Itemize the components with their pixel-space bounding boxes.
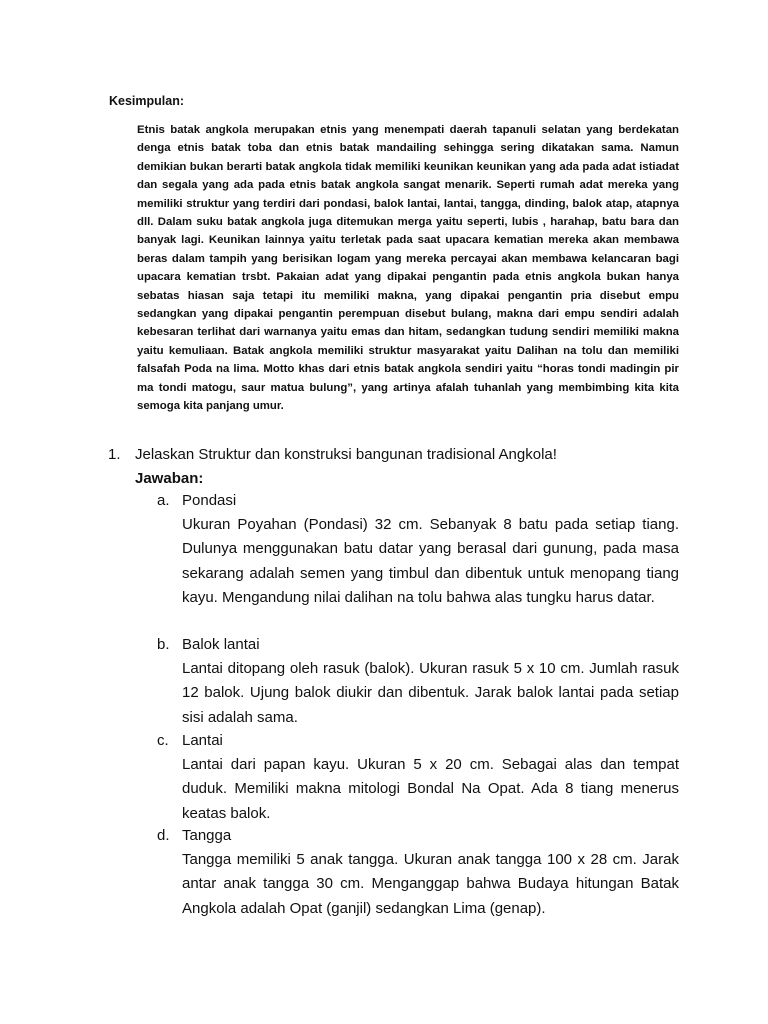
answer-label: Jawaban: xyxy=(135,470,204,487)
item-description: Ukuran Poyahan (Pondasi) 32 cm. Sebanyak 8 batu pada setiap tiang. Dulunya menggunakan batu datar yang berasal dari gunung, pada masa sekarang adalah semen yang timbul dan dibentuk untuk menopang tiang kayu. Mengandung nilai dalihan na tolu bahwa alas tungku harus datar. xyxy=(182,516,679,606)
item-letter: b. xyxy=(157,636,170,653)
item-title: Balok lantai xyxy=(182,636,260,653)
question-number: 1. xyxy=(108,446,121,463)
item-letter: a. xyxy=(157,492,170,509)
section-heading: Kesimpulan: xyxy=(109,94,185,108)
conclusion-paragraph: Etnis batak angkola merupakan etnis yang menempati daerah tapanuli selatan yang berdekatan denga etnis batak toba dan etnis batak mandailing sehingga sering dikatakan sama. Namun demikian bukan berarti batak angkola tidak memiliki keunikan keunikan yang ada pada adat istiadat dan segala yang ada pada etnis batak angkola sangat menarik. Seperti rumah adat mereka yang memiliki struktur yang terdiri dari pondasi, balok lantai, lantai, tangga, dinding, balok atap, atapnya dll. Dalam suku batak angkola juga ditemukan merga yaitu seperti, lubis , harahap, batu bara dan banyak lagi. Keunikan lainnya yaitu terletak pada saat upacara kematian mereka akan membawa beras dalam tampih yang berisikan logam yang mereka percayai akan membawa kelancaran bagi upacara kematian trsbt. Pakaian adat yang dipakai pengantin pada etnis angkola bukan hanya sebatas hiasan saja tetapi itu memiliki makna, yang dipakai pengantin pria disebut empu sedangkan yang dipakai pengantin perempuan disebut bulang, makna dari empu sendiri adalah kebesaran terlihat dari warnanya yaitu emas dan hitam, sedangkan tudung sendiri memiliki makna yaitu kemuliaan. Batak angkola memiliki struktur masyarakat yaitu Dalihan na tolu dan memiliki falsafah Poda na lima. Motto khas dari etnis batak angkola sendiri yaitu “horas tondi madingin pir ma tondi matogu, saur matua bulung”, yang artinya afalah tuhanlah yang membimbing kita kita semoga kita panjang umur. xyxy=(137,124,679,413)
item-description: Tangga memiliki 5 anak tangga. Ukuran anak tangga 100 x 28 cm. Jarak antar anak tangga 30 cm. Menganggap bahwa Budaya hitungan Batak Angkola adalah Opat (ganjil) sedangkan Lima (genap). xyxy=(182,851,679,917)
item-title: Tangga xyxy=(182,827,232,844)
item-description: Lantai dari papan kayu. Ukuran 5 x 20 cm. Sebagai alas dan tempat duduk. Memiliki makna mitologi Bondal Na Opat. Ada 8 tiang menerus keatas balok. xyxy=(182,756,679,822)
item-letter: c. xyxy=(157,732,169,749)
item-title: Lantai xyxy=(182,732,223,749)
item-title: Pondasi xyxy=(182,492,237,509)
question-text: Jelaskan Struktur dan konstruksi bangunan tradisional Angkola! xyxy=(135,446,557,463)
item-letter: d. xyxy=(157,827,170,844)
item-description: Lantai ditopang oleh rasuk (balok). Ukuran rasuk 5 x 10 cm. Jumlah rasuk 12 balok. Ujung balok diukir dan dibentuk. Jarak balok lantai pada setiap sisi adalah sama. xyxy=(182,660,679,726)
